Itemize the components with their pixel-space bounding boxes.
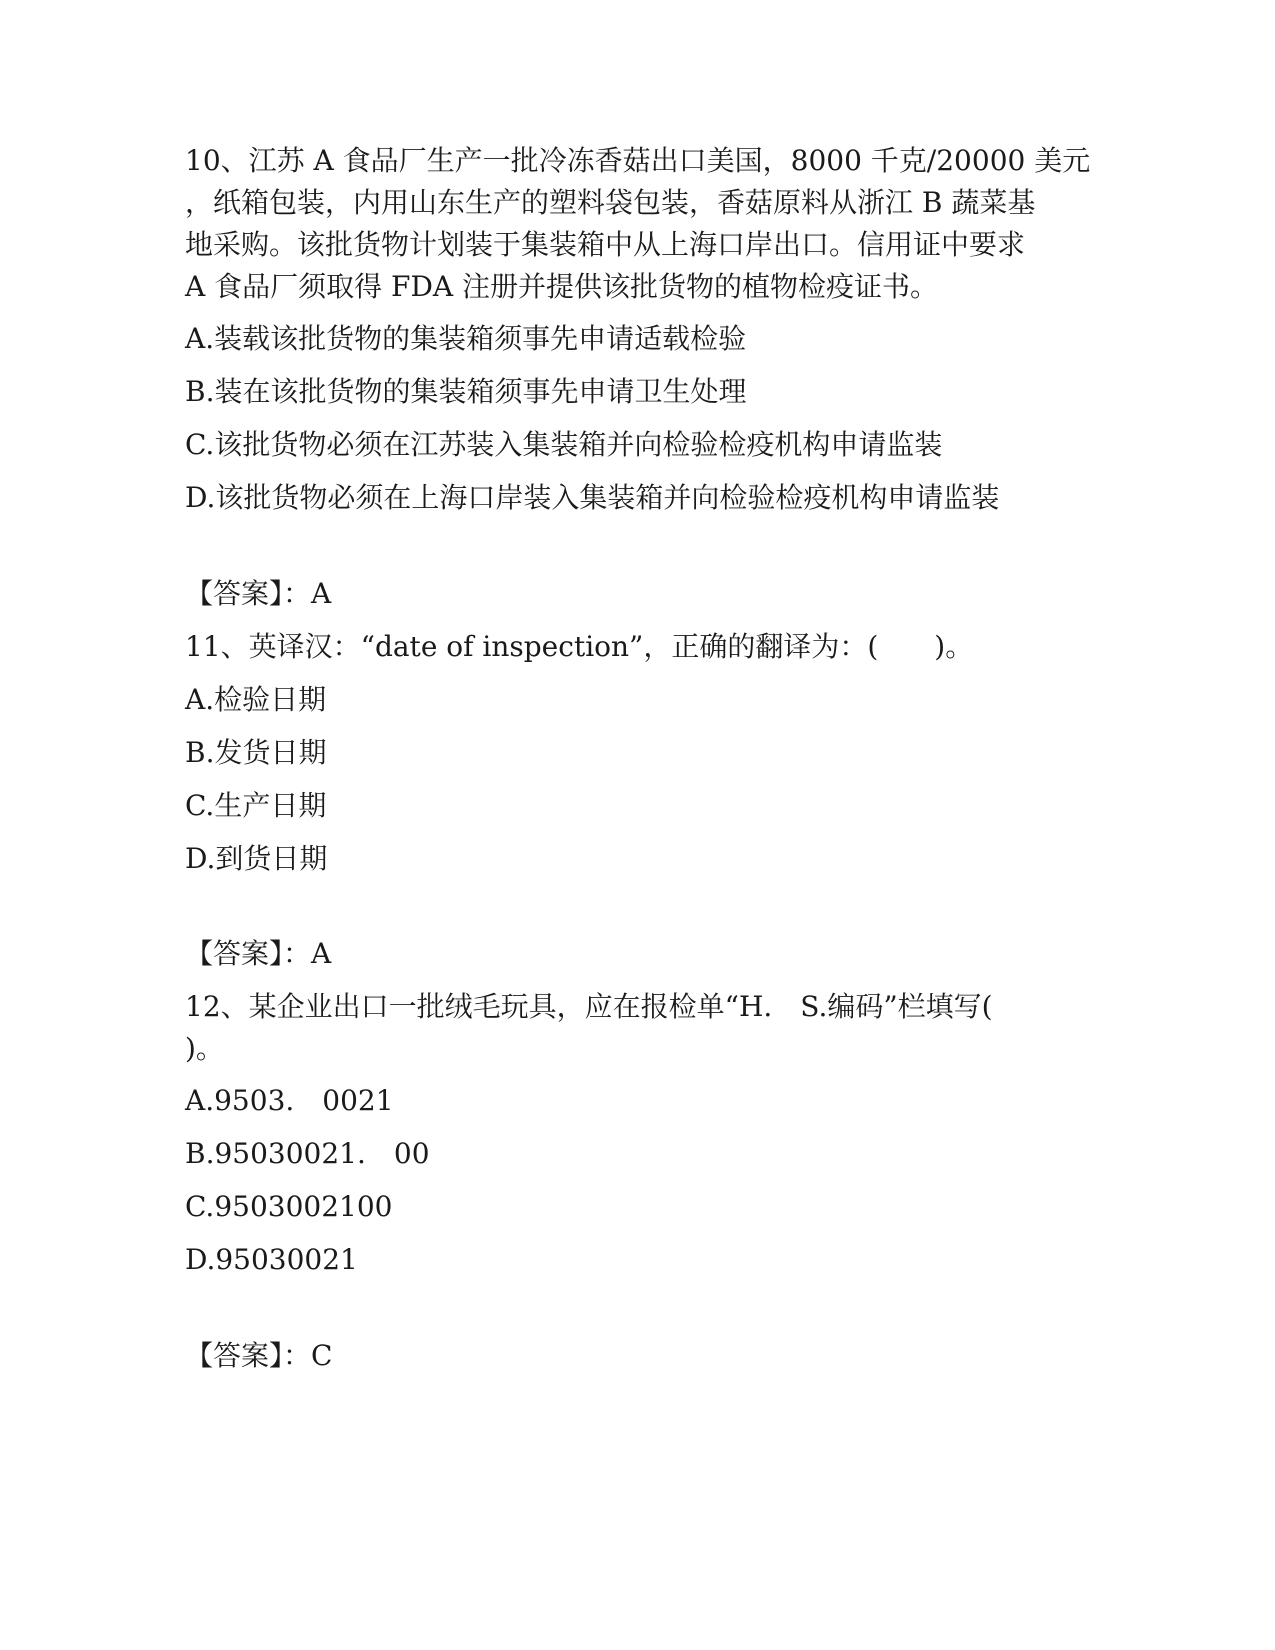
question-stem-line: 11、英译汉：“date of inspection”，正确的翻译为：( )。 bbox=[185, 630, 974, 663]
option-b: B.装在该批货物的集装箱须事先申请卫生处理 bbox=[185, 375, 747, 408]
question-stem-line: 12、某企业出口一批绒毛玩具，应在报检单“H. S.编码”栏填写( bbox=[185, 990, 993, 1023]
question-stem-line: )。 bbox=[185, 1032, 224, 1065]
option-d: D.到货日期 bbox=[185, 842, 328, 875]
option-c: C.9503002100 bbox=[185, 1190, 393, 1223]
option-d: D.该批货物必须在上海口岸装入集装箱并向检验检疫机构申请监装 bbox=[185, 481, 1000, 514]
option-a: A.9503. 0021 bbox=[185, 1084, 394, 1117]
option-a: A.检验日期 bbox=[185, 683, 327, 716]
question-stem-line: 10、江苏 A 食品厂生产一批冷冻香菇出口美国，8000 千克/20000 美元 bbox=[185, 144, 1091, 177]
answer-line: 【答案】：A bbox=[185, 577, 332, 610]
option-d: D.95030021 bbox=[185, 1243, 358, 1276]
question-stem-line: 地采购。该批货物计划装于集装箱中从上海口岸出口。信用证中要求 bbox=[185, 228, 1026, 261]
option-b: B.发货日期 bbox=[185, 736, 327, 769]
answer-line: 【答案】：A bbox=[185, 937, 332, 970]
option-c: C.该批货物必须在江苏装入集装箱并向检验检疫机构申请监装 bbox=[185, 428, 943, 461]
option-c: C.生产日期 bbox=[185, 789, 327, 822]
question-stem-line: ，纸箱包装，内用山东生产的塑料袋包装，香菇原料从浙江 B 蔬菜基 bbox=[185, 186, 1036, 219]
option-a: A.装载该批货物的集装箱须事先申请适载检验 bbox=[185, 322, 747, 355]
answer-line: 【答案】：C bbox=[185, 1339, 333, 1372]
option-b: B.95030021. 00 bbox=[185, 1137, 430, 1170]
question-stem-line: A 食品厂须取得 FDA 注册并提供该批货物的植物检疫证书。 bbox=[185, 270, 939, 303]
